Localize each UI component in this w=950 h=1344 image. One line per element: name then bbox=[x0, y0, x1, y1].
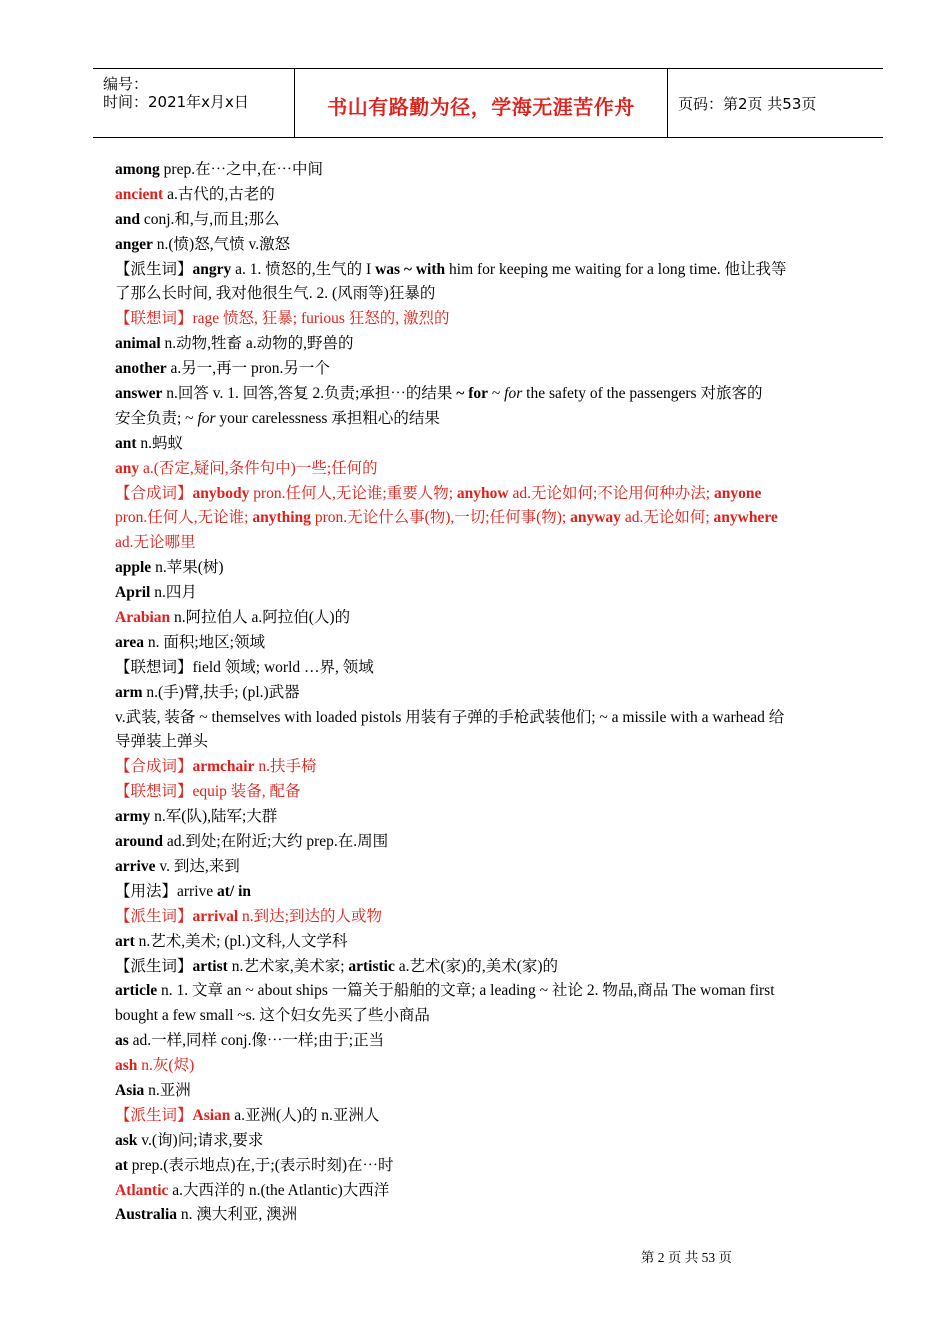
entry-text: n.亚洲 bbox=[144, 1081, 191, 1099]
entry-text: n. 澳大利亚, 澳洲 bbox=[177, 1206, 298, 1224]
entry-word: army bbox=[115, 808, 151, 826]
entry-text: 安全负责; ~ bbox=[115, 409, 198, 427]
entry-line bbox=[115, 432, 855, 457]
entry-text: ~ bbox=[488, 385, 505, 403]
entry-text: n.(愤)怒,气愤 v.激怒 bbox=[152, 235, 291, 253]
entry-word: ancient bbox=[115, 185, 164, 203]
entry-line bbox=[115, 1179, 855, 1204]
entry-text: pron.任何人,无论谁; bbox=[115, 509, 253, 527]
entry-text: bought a few small ~s. 这个妇女先买了些小商品 bbox=[115, 1007, 430, 1025]
entry-text: n.艺术,美术; (pl.)文科,人文学科 bbox=[134, 932, 348, 950]
entry-word: Arabian bbox=[115, 609, 171, 627]
entry-line bbox=[115, 979, 855, 1004]
entry-text: a.大西洋的 n.(the Atlantic)大西洋 bbox=[168, 1181, 390, 1199]
entry-line bbox=[115, 556, 855, 581]
entry-text: n.蚂蚁 bbox=[136, 434, 184, 452]
entry-word: apple bbox=[115, 559, 152, 577]
entry-text: a.艺术(家)的,美术(家)的 bbox=[394, 957, 559, 975]
entry-text: 【用法】arrive bbox=[115, 882, 218, 900]
entry-text: n.扶手椅 bbox=[254, 758, 317, 776]
entry-text: 【派生词】 bbox=[115, 260, 193, 278]
entry-line bbox=[115, 905, 855, 930]
entry-word: and bbox=[115, 210, 140, 228]
entry-line bbox=[115, 1029, 855, 1054]
entry-text: 【合成词】 bbox=[115, 484, 193, 502]
entry-text: v.(询)问;请求,要求 bbox=[137, 1131, 264, 1149]
entry-line bbox=[115, 357, 855, 382]
entry-text: for bbox=[504, 385, 523, 403]
entry-text: 了那么长时间, 我对他很生气. 2. (风雨等)狂暴的 bbox=[115, 285, 436, 303]
entry-word: Atlantic bbox=[115, 1181, 169, 1199]
entry-line bbox=[115, 282, 855, 307]
entry-text: a.(否定,疑问,条件句中)一些;任何的 bbox=[139, 459, 378, 477]
entry-text: pron.任何人,无论谁;重要人物; bbox=[249, 484, 457, 502]
entry-word: artistic bbox=[348, 957, 395, 975]
entry-text: 【合成词】 bbox=[115, 758, 193, 776]
entry-word: Asia bbox=[115, 1081, 145, 1099]
entry-text: prep.(表示地点)在,于;(表示时刻)在⋯时 bbox=[127, 1156, 394, 1174]
entry-text: the safety of the passengers 对旅客的 bbox=[522, 385, 763, 403]
entry-text: n.军(队),陆军;大群 bbox=[150, 808, 278, 826]
entry-line bbox=[115, 755, 855, 780]
entry-text: a.另一,再一 pron.另一个 bbox=[166, 360, 330, 378]
page-footer bbox=[0, 1246, 950, 1266]
entry-line bbox=[115, 955, 855, 980]
entry-line bbox=[115, 482, 855, 507]
entry-text: him for keeping me waiting for a long time. 他让我等 bbox=[445, 260, 787, 278]
time-label: 时间：2021年x月x日 bbox=[103, 93, 249, 111]
entry-text: conj.和,与,而且;那么 bbox=[140, 210, 280, 228]
entry-text: your carelessness 承担粗心的结果 bbox=[215, 409, 440, 427]
entry-line bbox=[115, 681, 855, 706]
entry-text: n. 1. 文章 an ~ about ships 一篇关于船舶的文章; a leading ~ 社论 2. 物品,商品 The woman first bbox=[157, 982, 775, 1000]
entry-word: Asian bbox=[192, 1106, 231, 1124]
entry-line bbox=[115, 581, 855, 606]
entry-text: 【联想词】field 领域; world …界, 领域 bbox=[115, 658, 374, 676]
entry-word: ask bbox=[115, 1131, 138, 1149]
entry-line bbox=[115, 1004, 855, 1029]
entry-line bbox=[115, 457, 855, 482]
entry-line bbox=[115, 183, 855, 208]
header-info-cell bbox=[93, 69, 295, 137]
entry-text: n.苹果(树) bbox=[151, 559, 224, 577]
entry-text: prep.在⋯之中,在⋯中间 bbox=[159, 161, 323, 178]
entry-word: anger bbox=[115, 235, 153, 253]
entry-word: April bbox=[115, 584, 151, 602]
entry-word: among bbox=[115, 161, 160, 178]
header-motto-cell bbox=[295, 69, 668, 137]
entry-line bbox=[115, 1079, 855, 1104]
header-page-cell bbox=[668, 69, 883, 137]
entry-word: arm bbox=[115, 683, 143, 701]
entry-word: angry bbox=[192, 260, 232, 278]
entry-text: a.亚洲(人)的 n.亚洲人 bbox=[230, 1106, 380, 1124]
entry-line bbox=[115, 233, 855, 258]
entry-word: anyway bbox=[570, 509, 621, 527]
entry-text: 【派生词】 bbox=[115, 957, 193, 975]
entry-line bbox=[115, 1104, 855, 1129]
entry-text: ad.无论如何;不论用何种办法; bbox=[508, 484, 714, 502]
entry-text: ad.无论哪里 bbox=[115, 534, 196, 552]
serial-number-label: 编号： bbox=[103, 75, 149, 93]
entry-text: n. 面积;地区;领域 bbox=[143, 633, 265, 651]
entry-word: artist bbox=[192, 957, 228, 975]
entry-text: ad.到处;在附近;大约 prep.在.周围 bbox=[162, 833, 389, 851]
entry-text: for bbox=[197, 409, 216, 427]
entry-line bbox=[115, 805, 855, 830]
entry-word: any bbox=[115, 459, 140, 477]
entry-line bbox=[115, 880, 855, 905]
entry-word: arrival bbox=[192, 907, 239, 925]
entry-word: area bbox=[115, 633, 144, 651]
entry-word: anywhere bbox=[713, 509, 778, 527]
entry-word: art bbox=[115, 932, 135, 950]
entry-text: n.阿拉伯人 a.阿拉伯(人)的 bbox=[170, 609, 351, 627]
entry-text: ad.一样,同样 conj.像⋯一样;由于;正当 bbox=[128, 1032, 385, 1050]
entry-line bbox=[115, 730, 855, 755]
entry-text: a. 1. 愤怒的,生气的 I bbox=[231, 260, 376, 278]
entry-word: answer bbox=[115, 385, 163, 403]
entry-text: n.到达;到达的人或物 bbox=[238, 907, 382, 925]
entry-line bbox=[115, 307, 855, 332]
entry-line bbox=[115, 332, 855, 357]
entry-line bbox=[115, 830, 855, 855]
entry-text: 【联想词】rage 愤怒, 狂暴; furious 狂怒的, 激烈的 bbox=[115, 310, 450, 328]
entry-word: article bbox=[115, 982, 158, 1000]
entry-line bbox=[115, 158, 855, 183]
entry-word: arrive bbox=[115, 857, 156, 875]
entry-text: 【联想词】equip 装备, 配备 bbox=[115, 783, 301, 801]
entry-word: as bbox=[115, 1032, 129, 1050]
entry-word: another bbox=[115, 360, 167, 378]
entry-word: was ~ with bbox=[375, 260, 446, 278]
entry-word: around bbox=[115, 833, 163, 851]
entry-word: anybody bbox=[192, 484, 250, 502]
entry-line bbox=[115, 407, 855, 432]
vocabulary-list bbox=[115, 158, 855, 1228]
motto-text: 书山有路勤为径，学海无涯苦作舟 bbox=[327, 95, 635, 119]
entry-line bbox=[115, 1129, 855, 1154]
entry-text: 导弹装上弹头 bbox=[115, 733, 209, 751]
entry-line bbox=[115, 1054, 855, 1079]
entry-text: 【派生词】 bbox=[115, 1106, 193, 1124]
entry-word: at bbox=[115, 1156, 128, 1174]
entry-text: n.(手)臂,扶手; (pl.)武器 bbox=[142, 683, 300, 701]
entry-line bbox=[115, 506, 855, 531]
entry-line bbox=[115, 631, 855, 656]
entry-line bbox=[115, 855, 855, 880]
entry-text: v.武装, 装备 ~ themselves with loaded pistols 用装有子弹的手枪武装他们; ~ a missile with a warhead 给 bbox=[115, 708, 785, 726]
entry-line bbox=[115, 1154, 855, 1179]
footer-page-number: 第 2 页 共 53 页 bbox=[640, 1250, 732, 1265]
header-table bbox=[93, 68, 883, 138]
entry-word: anything bbox=[252, 509, 311, 527]
entry-text: n.四月 bbox=[150, 584, 197, 602]
page-number-label: 页码：第2页 共53页 bbox=[678, 95, 817, 113]
entry-text: ad.无论如何; bbox=[620, 509, 714, 527]
entry-line bbox=[115, 706, 855, 731]
entry-word: anyone bbox=[713, 484, 762, 502]
entry-line bbox=[115, 1203, 855, 1228]
entry-word: ant bbox=[115, 434, 137, 452]
entry-word: ~ for bbox=[456, 385, 489, 403]
entry-word: ash bbox=[115, 1057, 138, 1075]
entry-text: a.古代的,古老的 bbox=[163, 185, 275, 203]
entry-word: armchair bbox=[192, 758, 255, 776]
entry-word: anyhow bbox=[456, 484, 509, 502]
entry-line bbox=[115, 208, 855, 233]
entry-line bbox=[115, 656, 855, 681]
entry-word: animal bbox=[115, 335, 161, 353]
entry-text: n.艺术家,美术家; bbox=[227, 957, 349, 975]
entry-line bbox=[115, 382, 855, 407]
entry-word: Australia bbox=[115, 1206, 177, 1224]
entry-text: pron.无论什么事(物),一切;任何事(物); bbox=[310, 509, 571, 527]
entry-line bbox=[115, 780, 855, 805]
entry-text: v. 到达,来到 bbox=[155, 857, 240, 875]
entry-text: n.灰(烬) bbox=[137, 1057, 195, 1075]
entry-text: n.动物,牲畜 a.动物的,野兽的 bbox=[160, 335, 354, 353]
entry-line bbox=[115, 606, 855, 631]
entry-line bbox=[115, 930, 855, 955]
entry-word: at/ in bbox=[217, 882, 252, 900]
entry-text: n.回答 v. 1. 回答,答复 2.负责;承担⋯的结果 bbox=[162, 385, 457, 403]
entry-line bbox=[115, 531, 855, 556]
entry-text: 【派生词】 bbox=[115, 907, 193, 925]
entry-line bbox=[115, 258, 855, 283]
